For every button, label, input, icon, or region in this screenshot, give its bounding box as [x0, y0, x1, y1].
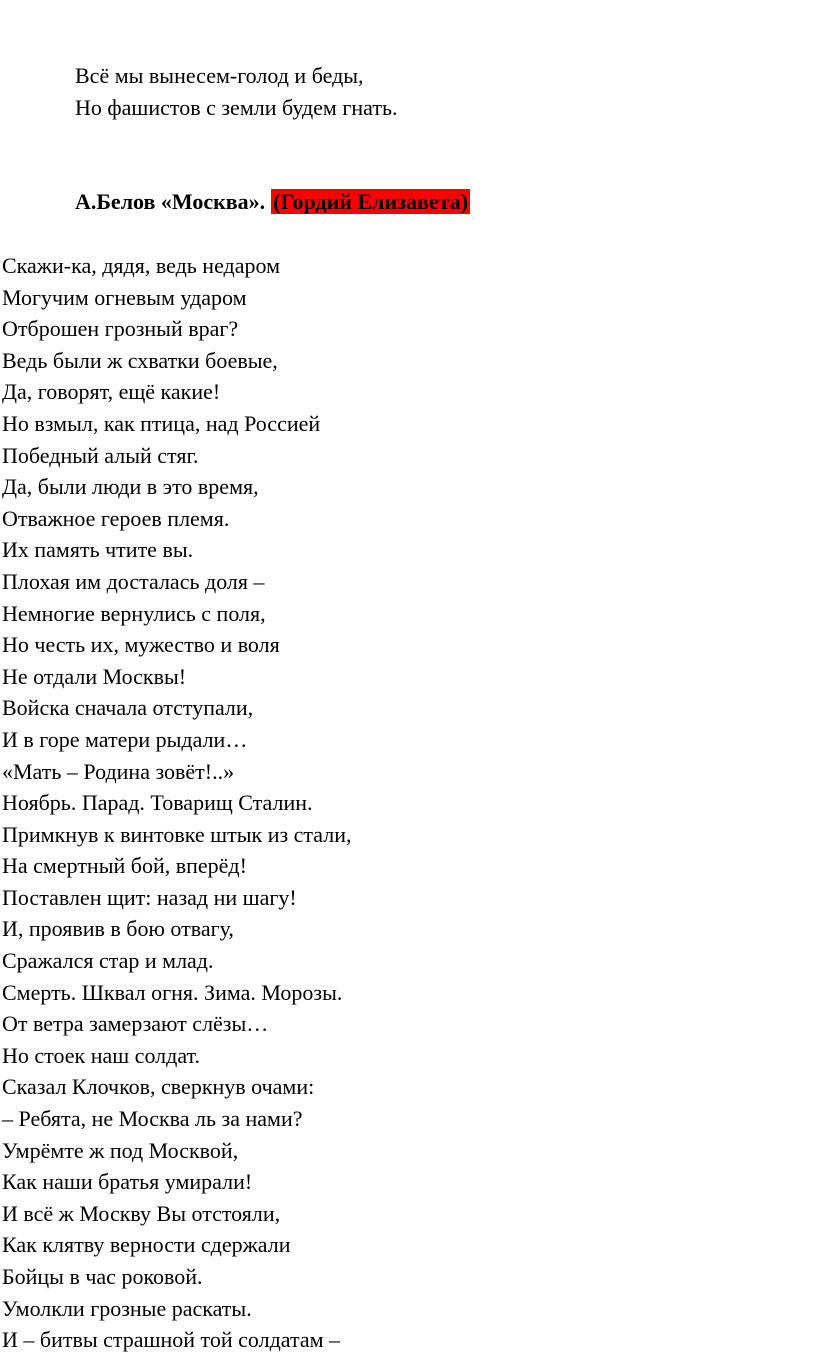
poem-line: Бойцы в час роковой.	[2, 1264, 203, 1289]
poem-line: «Мать – Родина зовёт!..»	[2, 758, 235, 784]
poem-line: Но честь их, мужество и воля	[2, 632, 280, 658]
poem-line: Примкнув к винтовке штык из стали,	[2, 821, 352, 847]
intro-line-1: Всё мы вынесем-голод и беды,	[75, 63, 364, 88]
poem-line: Умрёмте ж под Москвой,	[2, 1137, 239, 1163]
poem-line: Их память чтите вы.	[2, 537, 194, 563]
poem-line: Отброшен грозный враг?	[2, 316, 239, 342]
poem-line: Как клятву верности сдержали	[2, 1232, 291, 1258]
poem-line: И всё ж Москву Вы отстояли,	[2, 1200, 281, 1226]
poem-line: Сражался стар и млад.	[2, 948, 214, 974]
reader-name-highlight: (Гордий Елизавета)	[273, 189, 469, 214]
poem-line: Как наши братья умирали!	[2, 1169, 253, 1195]
poem-line: Но взмыл, как птица, над Россией	[2, 410, 321, 436]
poem-line: Войска сначала отступали,	[2, 695, 254, 721]
poem-line: Поставлен щит: назад ни шагу!	[2, 884, 297, 910]
poem-line: Да, говорят, ещё какие!	[2, 379, 221, 405]
intro-stanza	[75, 60, 397, 124]
poem-line: Умолкли грозные раскаты.	[2, 1295, 252, 1321]
poem-line: От ветра замерзают слёзы…	[2, 1011, 269, 1037]
poem-line: Отважное героев племя.	[2, 505, 230, 531]
poem-line: Скажи-ка, дядя, ведь недаром	[2, 253, 281, 278]
poem-line: Смерть. Шквал огня. Зима. Морозы.	[2, 979, 343, 1005]
poem-line: И, проявив в бою отвагу,	[2, 916, 234, 942]
poem-line: Ведь были ж схватки боевые,	[2, 347, 278, 373]
poem-line: Не отдали Москвы!	[2, 663, 187, 689]
poem-body	[2, 250, 352, 1356]
poem-line: Немногие вернулись с поля,	[2, 600, 266, 626]
poem-line: – Ребята, не Москва ль за нами?	[2, 1106, 303, 1132]
poem-line: Победный алый стяг.	[2, 442, 199, 468]
poem-line: Могучим огневым ударом	[2, 284, 247, 310]
poem-line: Плохая им досталась доля –	[2, 568, 265, 594]
poem-line: Но стоек наш солдат.	[2, 1042, 200, 1068]
poem-line: И в горе матери рыдали…	[2, 726, 248, 752]
poem-heading	[75, 186, 470, 218]
poem-title: А.Белов «Москва».	[75, 189, 266, 214]
poem-line: Да, были люди в это время,	[2, 474, 259, 500]
intro-line-2: Но фашистов с земли будем гнать.	[75, 95, 398, 120]
poem-line: Ноябрь. Парад. Товарищ Сталин.	[2, 790, 313, 816]
poem-line: Сказал Клочков, сверкнув очами:	[2, 1074, 315, 1100]
poem-line: И – битвы страшной той солдатам –	[2, 1327, 341, 1353]
poem-line: На смертный бой, вперёд!	[2, 853, 247, 879]
